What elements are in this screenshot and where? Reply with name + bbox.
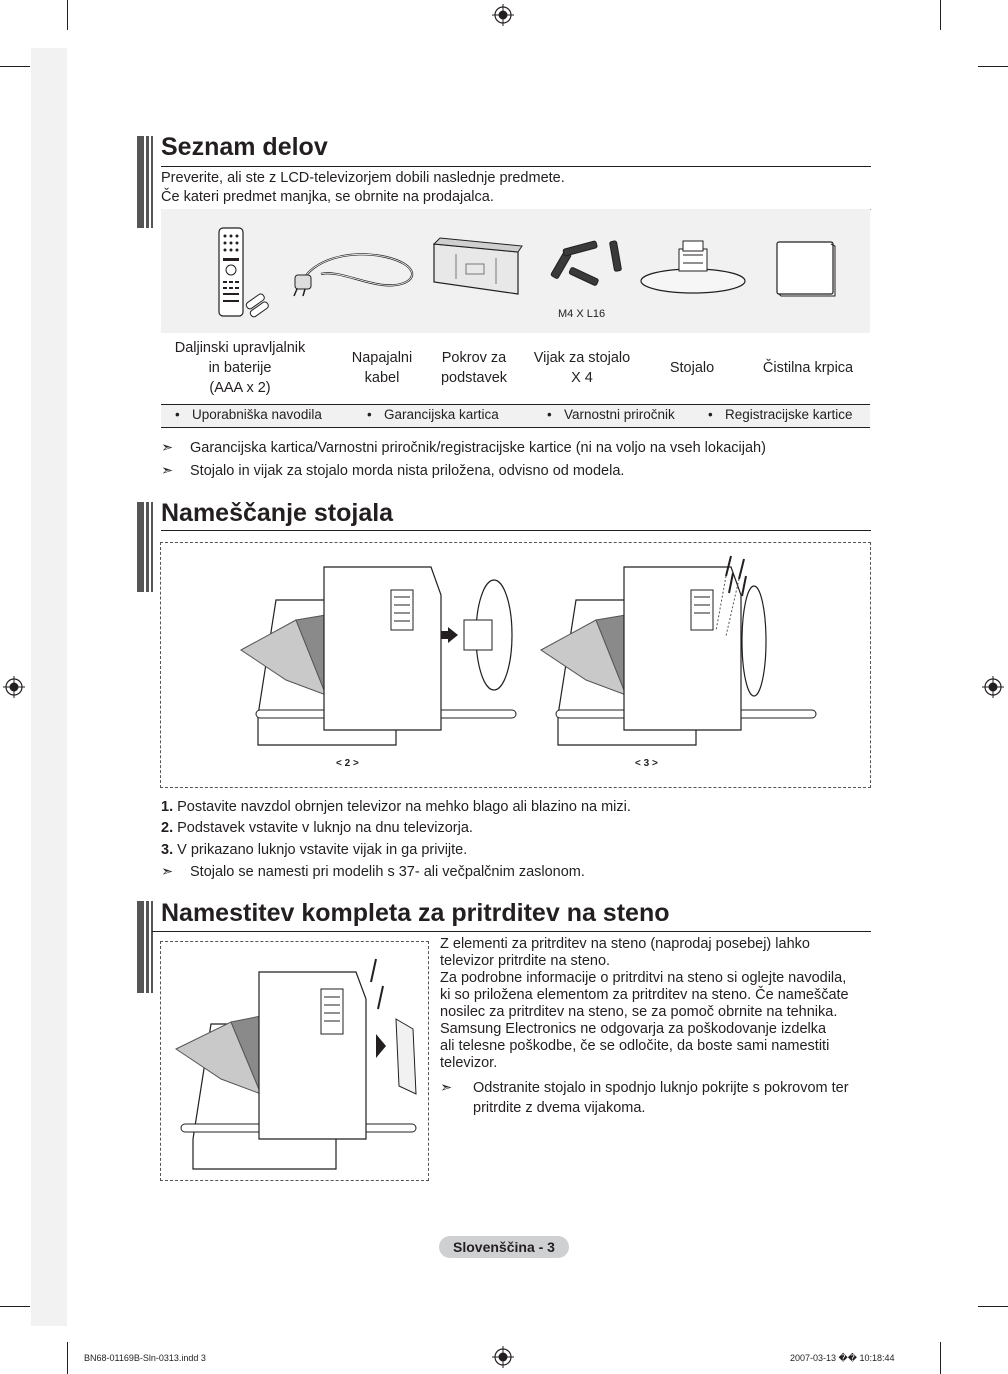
part-caption-cable: Napajalni kabel xyxy=(351,350,413,386)
crop-mark xyxy=(940,0,941,30)
bullet: • xyxy=(547,407,552,422)
part-caption-remote: Daljinski upravljalnik in baterije (AAA x 2) xyxy=(174,340,306,396)
section-title-stand: Nameščanje stojala xyxy=(161,499,394,527)
wall-mount-illustration xyxy=(171,954,421,1174)
figure-3-illustration xyxy=(536,551,836,756)
parts-intro-line1: Preverite, ali ste z LCD-televizorjem dobili naslednje predmete. xyxy=(161,170,565,186)
note-arrow-icon: ➣ xyxy=(161,440,174,456)
figure-label-3: < 3 > xyxy=(635,758,658,769)
print-slug-date: 2007-03-13 �� 10:18:44 xyxy=(790,1353,895,1363)
part-caption-cloth: Čistilna krpica xyxy=(762,360,854,376)
print-slug-file: BN68-01169B-Sln-0313.indd 3 xyxy=(84,1353,206,1363)
bullet: • xyxy=(175,407,180,422)
screw-size-label: M4 X L16 xyxy=(558,308,606,320)
crop-mark xyxy=(978,66,1008,67)
crop-mark xyxy=(67,1342,68,1374)
stand-install-figure xyxy=(160,542,871,788)
wall-mount-figure xyxy=(160,941,429,1181)
parts-intro-line2: Če kateri predmet manjka, se obrnite na prodajalca. xyxy=(161,189,494,205)
parts-illustration-panel xyxy=(161,209,870,333)
doc-safety-guide: Varnostni priročnik xyxy=(564,407,675,422)
stand-icon xyxy=(637,235,749,299)
note-arrow-icon: ➣ xyxy=(440,1080,453,1096)
registration-mark-icon xyxy=(982,676,1004,698)
section-rule xyxy=(161,166,871,167)
registration-mark-icon xyxy=(492,4,514,26)
section-rule xyxy=(161,530,871,531)
cleaning-cloth-icon xyxy=(773,238,839,300)
note-arrow-icon: ➣ xyxy=(161,463,174,479)
section-title-wall-mount: Namestitev kompleta za pritrditev na steno xyxy=(161,899,670,927)
registration-mark-icon xyxy=(492,1346,514,1368)
page-margin-strip xyxy=(31,48,67,1326)
doc-user-manual: Uporabniška navodila xyxy=(192,407,322,422)
crop-mark xyxy=(67,0,68,30)
page-number-badge: Slovenščina - 3 xyxy=(439,1236,569,1258)
wall-mount-paragraph: Z elementi za pritrditev na steno (naprodaj posebej) lahko televizor pritrdite na steno. Za podrobne informacije o pritrditvi na steno si oglejte navodila, ki so priložena elementom za pritrditev na steno. Če nameščate nosilec za pritrditev na steno, se za pomoč obrnite na tehnika. Samsung Electronics ne odgovarja za poškodovanje izdelka ali telesne poškodbe, če se odločite, da boste sami namestiti televizor. xyxy=(440,936,849,1071)
part-caption-screw: Vijak za stojalo X 4 xyxy=(533,350,631,386)
parts-note-2: ➣ Stojalo in vijak za stojalo morda nista priložena, odvisno od modela. xyxy=(161,463,625,479)
stand-step-3: 3. V prikazano luknjo vstavite vijak in ga privijte. xyxy=(161,842,468,858)
stand-step-1: 1. Postavite navzdol obrnjen televizor na mehko blago ali blazino na mizi. xyxy=(161,799,631,815)
crop-mark xyxy=(940,1342,941,1374)
section-rule xyxy=(152,931,871,932)
figure-2-illustration xyxy=(236,555,536,755)
remote-control-icon xyxy=(213,226,273,321)
part-caption-stand: Stojalo xyxy=(669,360,715,376)
registration-mark-icon xyxy=(3,676,25,698)
documents-row xyxy=(161,404,870,428)
stand-step-2: 2. Podstavek vstavite v luknjo na dnu televizorja. xyxy=(161,820,473,836)
power-cable-icon xyxy=(291,239,426,299)
doc-registration-cards: Registracijske kartice xyxy=(725,407,853,422)
parts-note-1: ➣ Garancijska kartica/Varnostni priročnik/registracijske kartice (ni na voljo na vseh lokacijah) xyxy=(161,440,766,456)
stand-note: ➣ Stojalo se namesti pri modelih s 37- ali večpalčnim zaslonom. xyxy=(161,864,585,880)
section-marker-bar xyxy=(137,901,154,993)
bullet: • xyxy=(708,407,713,422)
section-marker-bar xyxy=(137,502,154,592)
note-arrow-icon: ➣ xyxy=(161,864,174,880)
part-caption-cover: Pokrov za podstavek xyxy=(440,350,508,386)
wall-mount-note: ➣ Odstranite stojalo in spodnjo luknjo pokrijte s pokrovom ter pritrdite z dvema vijakoma. xyxy=(440,1080,849,1116)
bullet: • xyxy=(367,407,372,422)
crop-mark xyxy=(978,1306,1008,1307)
crop-mark xyxy=(0,66,30,67)
section-marker-bar xyxy=(137,136,154,228)
stand-cover-icon xyxy=(426,234,526,299)
crop-mark xyxy=(0,1306,30,1307)
doc-warranty-card: Garancijska kartica xyxy=(384,407,499,422)
figure-label-2: < 2 > xyxy=(336,758,359,769)
screws-icon xyxy=(541,233,631,303)
section-title-parts: Seznam delov xyxy=(161,133,328,161)
